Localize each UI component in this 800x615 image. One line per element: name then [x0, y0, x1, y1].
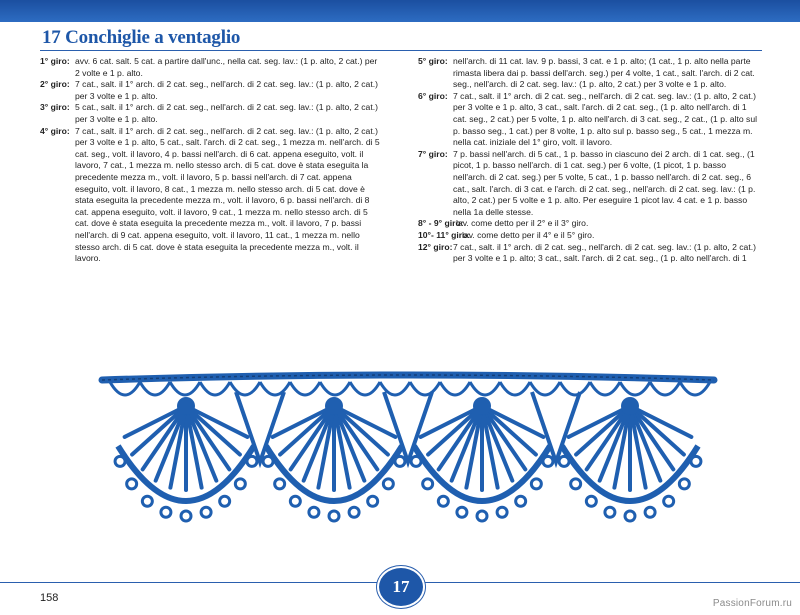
page-title: 17 Conchiglie a ventaglio	[42, 27, 241, 48]
round-12	[418, 242, 760, 265]
round-label: 3° giro:	[40, 102, 70, 113]
round-label: 6° giro:	[418, 90, 448, 101]
round-text: 7 cat., salt. il 1° arch. di 2 cat. seg., nell'arch. di 2 cat. seg. lav.: (1 p. alto, 2 cat.) per 3 volte e 1 p. alto.	[75, 79, 378, 101]
round-text: 7 cat., salt. il 1° arch. di 2 cat. seg., nell'arch. di 2 cat. seg. lav.: (1 p. alto, 2 cat.) per 3 volte e 1 p. alto, 3 cat., salt. l'arch. di 2 cat. seg., (1 p. alto nell'arch. di 1 cat. seg., 2 cat.) per 5 volte, 1 p. alto nell'arch. di 3 cat. seg., 2 cat., (1 p. alto sul p. basso seg., 1 cat.) per 8 volte, 1 p. alto sul p. basso seg., 5 cat., 1 mezza m. nella cat. iniziale del 1° giro, volt. il lavoro.	[453, 90, 758, 148]
round-1	[40, 56, 380, 79]
round-5	[418, 56, 760, 91]
round-text: 7 cat., salt. il 1° arch. di 2 cat. seg., nell'arch. di 2 cat. seg. lav.: (1 p. alto, 2 cat.) per 3 volte e 1 p. alto, 5 cat., salt. l'arch. di 2 cat. seg., 1 mezza m. nell'arch. di 5 cat. seg., volt. il lavoro, 4 p. bassi nell'arch. di 6 cat. appena eseguito, volt. il lavoro, 7 cat., 1 mezza m. nello stesso arch. di 5 cat. dove è stata eseguita la precedente mezza m., volt. il lavoro, 5 p. bassi nell'arch. di 7 cat. appena eseguito, volt. il lavoro, 8 cat., 1 mezza m. nello stesso arch. di 5 cat. dove è stata eseguita la precedente mezza m., volt. il lavoro, 6 p. bassi nell'arch. di 8 cat. appena eseguito, volt. il lavoro, 9 cat., 1 mezza m. nello stesso arch. di 5 cat. dove è stata eseguita la precedente mezza m., volt. il lavoro, 7 p. bassi nell'arch. di 9 cat. appena eseguito, volt. il lavoro, 11 cat., 1 mezza m. nello stesso arch. di 5 cat. dove è stata eseguita la precedente mezza m., volt. il lavoro.	[75, 125, 380, 264]
round-4	[40, 126, 380, 265]
round-text: 5 cat., salt. il 1° arch. di 2 cat. seg., nell'arch. di 2 cat. seg. lav.: (1 p. alto, 2 cat.) per 3 volte e 1 p. alto.	[75, 102, 378, 124]
pattern-number-badge: 17	[377, 566, 425, 608]
round-3	[40, 102, 380, 125]
round-text: avv. 6 cat. salt. 5 cat. a partire dall'unc., nella cat. seg. lav.: (1 p. alto, 2 cat.) per 2 volte e 1 p. alto.	[75, 56, 378, 78]
round-label: 5° giro:	[418, 56, 448, 66]
round-6	[418, 91, 760, 149]
title-divider	[40, 50, 762, 51]
round-label: 8° - 9° giro:	[418, 218, 464, 229]
round-text: 7 p. bassi nell'arch. di 5 cat., 1 p. basso in ciascuno dei 2 arch. di 1 cat. seg., (1 picot, 1 p. basso nell'arch. di 1 cat. seg.) per 6 volte, (1 picot, 1 p. basso nell'arch. di 2 cat. seg.) per 5 volte, 5 cat., 1 p. basso nell'arch. di 2 cat. seg., 6 cat., salt. l'arch. di 3 cat. e l'arch. di 2 cat. seg., nell'arch. di 2 cat. seg. lav.: (1 p. alto, 2 cat.) per 5 volte e 1 p. alto. Per eseguire 1 picot lav. 4 cat. e 1 p. basso nella 1a delle stesse.	[453, 148, 756, 217]
watermark: PassionForum.ru	[712, 598, 792, 609]
round-text: 7 cat., salt. il 1° arch. di 2 cat. seg., nell'arch. di 2 cat. seg. lav.: (1 p. alto, 2 cat.) per 3 volte e 1 p. alto; 3 cat., salt. l'arch. di 2 cat. seg., (1 p. alto nell'arch. di 1	[453, 241, 756, 264]
round-label: 4° giro:	[40, 125, 70, 136]
page-number: 158	[40, 592, 59, 604]
lace-illustration	[96, 362, 720, 530]
round-10-11	[418, 230, 760, 242]
round-text: lav. come detto per il 2° e il 3° giro.	[456, 218, 589, 229]
round-8-9	[418, 218, 760, 230]
round-label: 7° giro:	[418, 148, 448, 159]
round-label: 10°- 11° giro:	[418, 229, 471, 240]
round-text: nell'arch. di 11 cat. lav. 9 p. bassi, 3 cat. e 1 p. alto; (1 cat., 1 p. alto nella parte rimasta libera dai p. bassi dell'arch. seg.) per 4 volte, 1 cat., salt. l'arch. di 2 cat. seg., nell'arch. di 2 cat. seg. lav.: (1 p. alto, 2 cat.) per 3 volte e 1 p. alto.	[453, 56, 755, 90]
round-7	[418, 149, 760, 219]
instructions-right-column	[418, 56, 760, 265]
round-label: 12° giro:	[418, 241, 453, 252]
round-label: 2° giro:	[40, 79, 70, 90]
lace-edging-photo	[96, 362, 720, 530]
header-band	[0, 0, 800, 22]
round-2	[40, 79, 380, 102]
round-text: lav. come detto per il 4° e il 5° giro.	[462, 229, 595, 240]
instructions-left-column	[40, 56, 380, 265]
round-label: 1° giro:	[40, 56, 70, 66]
